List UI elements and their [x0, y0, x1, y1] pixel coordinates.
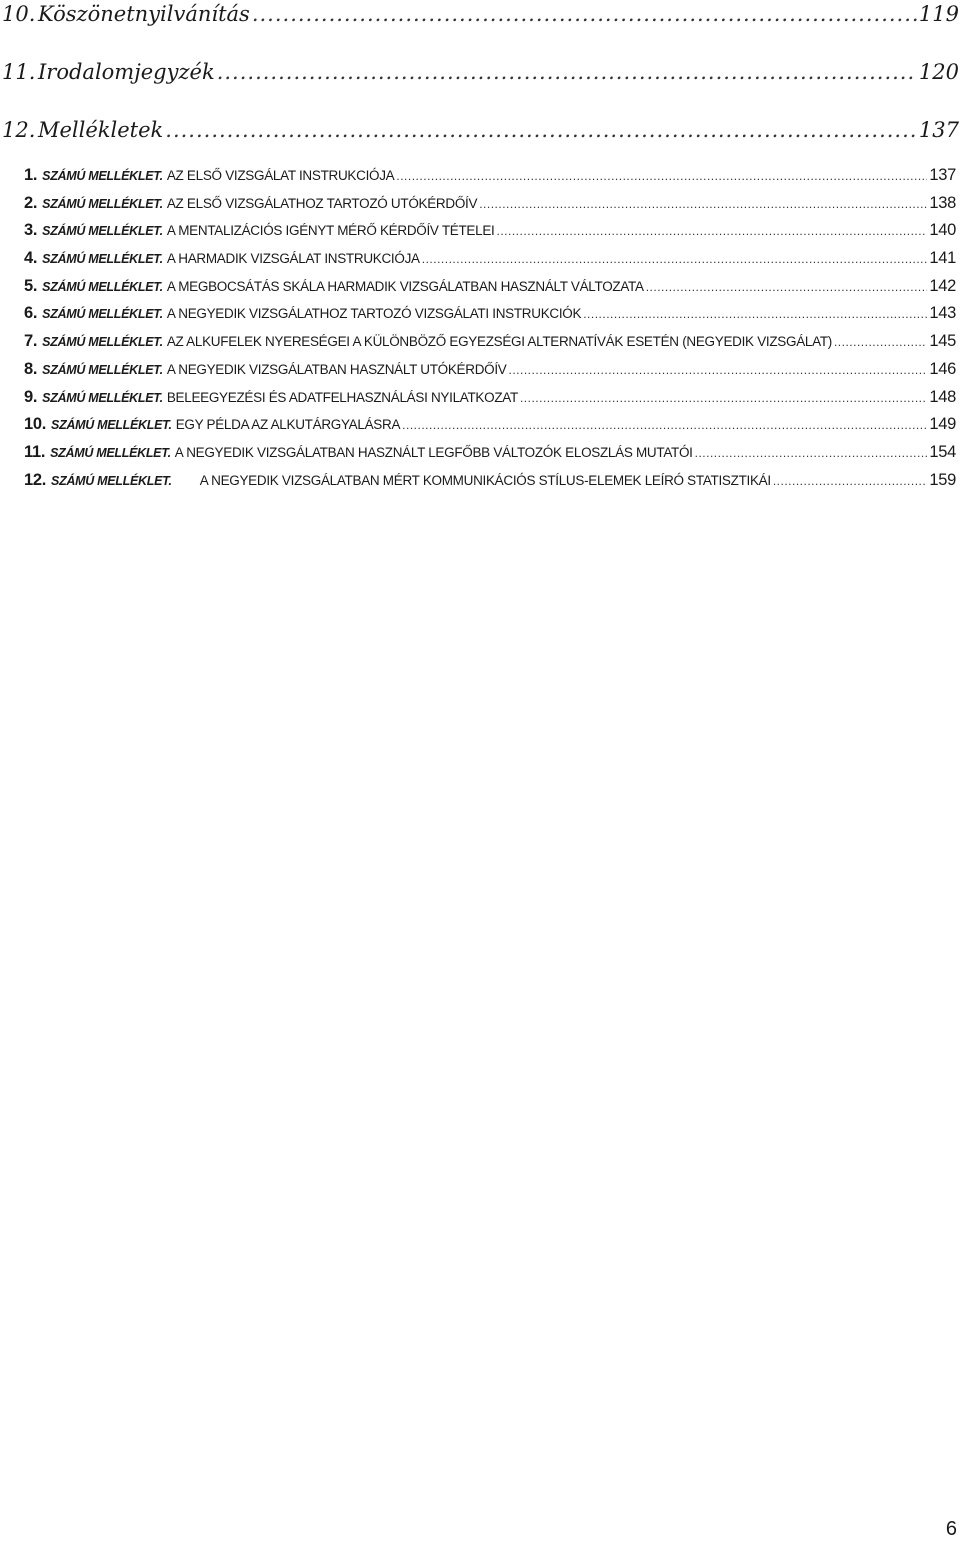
appendix-page: 138 — [929, 193, 956, 212]
appendix-page: 154 — [929, 442, 956, 461]
toc-leader-dots — [165, 118, 917, 142]
appendix-label: SZÁMÚ MELLÉKLET. — [42, 390, 163, 405]
appendix-number: 6. — [24, 304, 38, 323]
appendix-page: 145 — [929, 332, 956, 351]
appendix-label: SZÁMÚ MELLÉKLET. — [42, 307, 163, 322]
appendix-number: 1. — [24, 166, 38, 184]
appendix-title: A HARMADIK VIZSGÁLAT INSTRUKCIÓJA — [166, 251, 420, 267]
appendix-entry[interactable] — [24, 332, 956, 360]
toc-leader-dots — [497, 224, 928, 238]
appendix-entry[interactable] — [24, 249, 956, 277]
appendix-title: A MENTALIZÁCIÓS IGÉNYT MÉRŐ KÉRDŐÍV TÉTELEI — [166, 223, 495, 239]
appendix-title: A NEGYEDIK VIZSGÁLATBAN HASZNÁLT LEGFŐBB VÁLTOZÓK ELOSZLÁS MUTATÓI — [174, 444, 693, 460]
appendix-number: 8. — [24, 359, 38, 378]
toc-leader-dots — [646, 280, 928, 294]
toc-entry-page: 119 — [918, 2, 959, 26]
appendix-entry[interactable] — [24, 388, 956, 416]
toc-leader-dots — [402, 418, 927, 432]
appendix-number: 10. — [24, 415, 47, 434]
appendix-page: 146 — [929, 359, 956, 378]
toc-leader-dots — [509, 363, 928, 377]
appendix-number: 3. — [24, 221, 38, 240]
toc-entry-title: Mellékletek — [38, 118, 164, 142]
appendix-label: SZÁMÚ MELLÉKLET. — [42, 252, 163, 267]
appendix-title: A NEGYEDIK VIZSGÁLATHOZ TARTOZÓ VIZSGÁLATI INSTRUKCIÓK — [166, 306, 582, 322]
toc-leader-dots — [217, 60, 917, 84]
appendix-label: SZÁMÚ MELLÉKLET. — [42, 279, 163, 294]
toc-leader-dots — [396, 169, 927, 183]
appendix-entry[interactable] — [24, 194, 956, 222]
appendix-page: 141 — [929, 249, 956, 268]
toc-entry-title: Köszönetnyilvánítás — [38, 2, 250, 26]
toc-entry-title: Irodalomjegyzék — [38, 60, 215, 84]
appendix-title: A NEGYEDIK VIZSGÁLATBAN MÉRT KOMMUNIKÁCIÓS STÍLUS-ELEMEK LEÍRÓ STATISZTIKÁI — [199, 472, 771, 488]
appendix-page: 148 — [929, 387, 956, 406]
appendix-entry[interactable] — [24, 360, 956, 388]
appendix-title: EGY PÉLDA AZ ALKUTÁRGYALÁSRA — [175, 417, 401, 433]
appendix-label: SZÁMÚ MELLÉKLET. — [42, 362, 163, 377]
appendix-entry[interactable] — [24, 221, 956, 249]
appendix-title: AZ ELSŐ VIZSGÁLATHOZ TARTOZÓ UTÓKÉRDŐÍV — [166, 195, 478, 211]
appendix-number: 5. — [24, 276, 38, 295]
appendix-number: 4. — [24, 249, 38, 268]
appendix-page: 149 — [929, 415, 956, 434]
toc-leader-dots — [583, 307, 927, 321]
appendix-number: 2. — [24, 193, 38, 212]
appendix-label: SZÁMÚ MELLÉKLET. — [50, 445, 171, 460]
toc-entry-page: 137 — [918, 118, 959, 142]
appendix-page: 137 — [929, 166, 956, 184]
appendix-entry[interactable] — [24, 166, 956, 194]
appendix-title: A MEGBOCSÁTÁS SKÁLA HARMADIK VIZSGÁLATBAN HASZNÁLT VÁLTOZATA — [166, 278, 644, 294]
appendix-title: AZ ALKUFELEK NYERESÉGEI A KÜLÖNBÖZŐ EGYEZSÉGI ALTERNATÍVÁK ESETÉN (NEGYEDIK VIZSGÁLAT) — [166, 334, 832, 350]
toc-leader-dots — [695, 446, 928, 460]
appendix-title: BELEEGYEZÉSI ÉS ADATFELHASZNÁLÁSI NYILATKOZAT — [166, 389, 518, 405]
toc-leader-dots — [773, 474, 928, 488]
toc-entry[interactable] — [2, 0, 959, 58]
toc-leader-dots — [252, 2, 917, 26]
appendix-number: 11. — [24, 442, 46, 461]
appendix-title: A NEGYEDIK VIZSGÁLATBAN HASZNÁLT UTÓKÉRDŐÍV — [166, 361, 507, 377]
toc-leader-dots — [520, 391, 927, 405]
toc-entry-number: 11. — [2, 60, 36, 84]
appendix-entry[interactable] — [24, 443, 956, 471]
appendix-page: 140 — [929, 221, 956, 240]
appendix-page: 159 — [929, 470, 956, 489]
appendix-label: SZÁMÚ MELLÉKLET. — [51, 473, 172, 488]
appendix-label: SZÁMÚ MELLÉKLET. — [42, 224, 163, 239]
appendix-entry[interactable] — [24, 415, 956, 443]
appendix-entry[interactable] — [24, 304, 956, 332]
appendix-number: 7. — [24, 332, 38, 351]
toc-entry-page: 120 — [918, 60, 959, 84]
appendix-label: SZÁMÚ MELLÉKLET. — [42, 335, 163, 350]
toc-entry-number: 12. — [2, 118, 36, 142]
appendix-label: SZÁMÚ MELLÉKLET. — [51, 418, 172, 433]
appendix-title: AZ ELSŐ VIZSGÁLAT INSTRUKCIÓJA — [166, 168, 395, 183]
appendix-number: 12. — [24, 470, 47, 489]
toc-entry[interactable] — [2, 58, 959, 116]
appendix-number: 9. — [24, 387, 38, 406]
toc-leader-dots — [422, 252, 928, 266]
toc-leader-dots — [834, 335, 927, 349]
page-number: 6 — [945, 1518, 957, 1540]
appendix-label: SZÁMÚ MELLÉKLET. — [42, 169, 163, 183]
toc-main-list — [2, 0, 959, 174]
appendix-page: 142 — [929, 276, 956, 295]
appendix-label: SZÁMÚ MELLÉKLET. — [42, 196, 163, 211]
toc-entry-number: 10. — [2, 2, 36, 26]
toc-appendix-list — [24, 166, 956, 498]
toc-leader-dots — [479, 197, 927, 211]
appendix-entry[interactable] — [24, 471, 956, 499]
appendix-entry[interactable] — [24, 277, 956, 305]
appendix-page: 143 — [929, 304, 956, 323]
